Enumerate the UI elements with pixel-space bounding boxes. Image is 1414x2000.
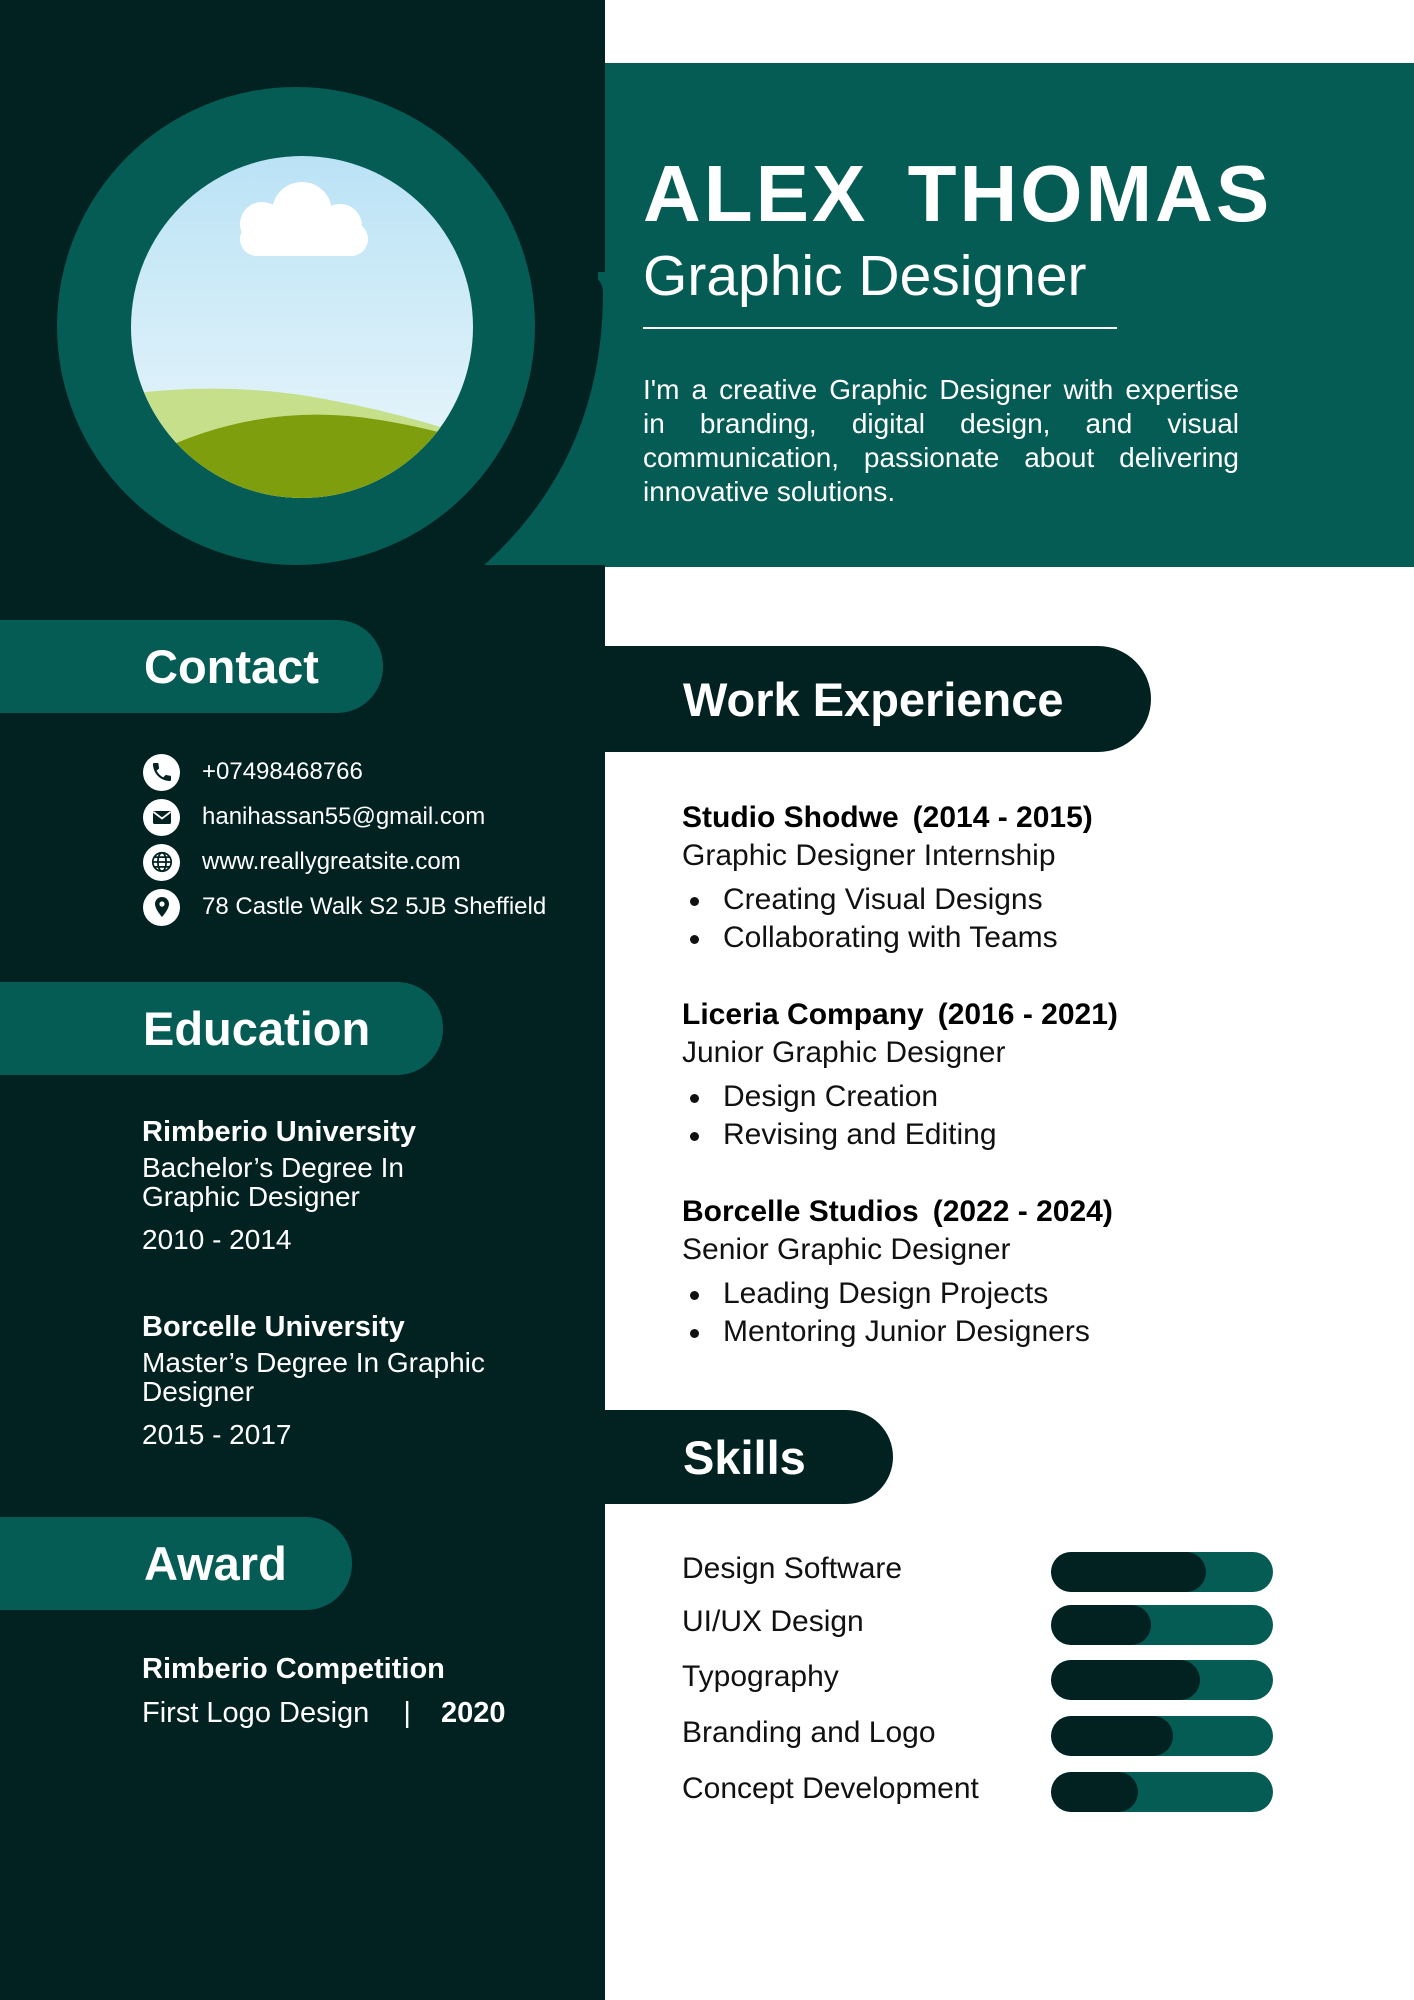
- education-degree-2: Master’s Degree In Graphic Designer: [142, 1347, 485, 1407]
- contact-address: 78 Castle Walk S2 5JB Sheffield: [202, 893, 547, 920]
- education-years-1: 2010 - 2014: [142, 1224, 292, 1255]
- list-item: Mentoring Junior Designers: [682, 1313, 1113, 1351]
- award-heading: Award: [0, 1517, 352, 1610]
- skill-label-branding-and-logo: Branding and Logo: [682, 1716, 936, 1749]
- education-school-2: Borcelle University: [142, 1311, 405, 1343]
- work-experience-heading: Work Experience: [605, 646, 1151, 752]
- job-2: [682, 998, 1118, 1154]
- list-item: Design Creation: [682, 1078, 1118, 1116]
- skill-bar-branding-and-logo: [1051, 1716, 1273, 1756]
- contact-website[interactable]: www.reallygreatsite.com: [202, 848, 461, 875]
- job-3-tasks: [682, 1275, 1113, 1351]
- profile-photo-frame: [0, 0, 620, 580]
- job-1-role: Graphic Designer Internship: [682, 839, 1056, 872]
- education-degree-1: Bachelor’s Degree In Graphic Designer: [142, 1152, 405, 1212]
- skill-bar-design-software: [1051, 1552, 1273, 1592]
- list-item: Revising and Editing: [682, 1116, 1118, 1154]
- job-2-role: Junior Graphic Designer: [682, 1036, 1006, 1069]
- skill-label-design-software: Design Software: [682, 1552, 903, 1585]
- skill-bar-typography: [1051, 1660, 1273, 1700]
- award-name: Rimberio Competition: [142, 1653, 445, 1685]
- job-1: [682, 801, 1093, 957]
- award-detail: First Logo Design: [142, 1697, 370, 1729]
- skill-fill: [1051, 1605, 1151, 1645]
- skill-fill: [1051, 1716, 1173, 1756]
- job-3: [682, 1195, 1113, 1351]
- education-school-1: Rimberio University: [142, 1116, 416, 1148]
- contact-website-row: [143, 842, 461, 882]
- award-separator: |: [403, 1697, 411, 1729]
- skill-bar-ui-ux-design: [1051, 1605, 1273, 1645]
- education-heading: Education: [0, 982, 443, 1075]
- skill-label-typography: Typography: [682, 1660, 839, 1693]
- job-1-heading: [682, 801, 1093, 835]
- job-2-heading: [682, 998, 1118, 1032]
- email-icon: [143, 799, 180, 836]
- list-item: Creating Visual Designs: [682, 881, 1093, 919]
- award-detail-row: [142, 1697, 505, 1730]
- job-2-company: Liceria Company: [682, 998, 924, 1031]
- location-pin-icon: [143, 889, 180, 926]
- skill-fill: [1051, 1660, 1200, 1700]
- contact-phone[interactable]: +07498468766: [202, 758, 363, 785]
- contact-address-row: [143, 887, 546, 927]
- skill-label-ui-ux-design: UI/UX Design: [682, 1605, 864, 1638]
- job-3-period: (2022 - 2024): [932, 1195, 1113, 1228]
- contact-heading: Contact: [0, 620, 383, 713]
- list-item: Collaborating with Teams: [682, 919, 1093, 957]
- job-3-role: Senior Graphic Designer: [682, 1233, 1011, 1266]
- globe-icon: [143, 844, 180, 881]
- skills-heading: Skills: [605, 1410, 893, 1504]
- job-1-company: Studio Shodwe: [682, 801, 899, 834]
- job-3-heading: [682, 1195, 1113, 1229]
- job-1-tasks: [682, 881, 1093, 957]
- skill-fill: [1051, 1772, 1138, 1812]
- phone-icon: [143, 754, 180, 791]
- job-1-period: (2014 - 2015): [912, 801, 1093, 834]
- job-2-period: (2016 - 2021): [937, 998, 1118, 1031]
- contact-email-row: [143, 797, 485, 837]
- skill-fill: [1051, 1552, 1206, 1592]
- contact-phone-row: [143, 752, 363, 792]
- profile-summary: I'm a creative Graphic Designer with expertise in branding, digital design, and visual communication, passionate about delivering innovative solutions.: [643, 374, 1239, 507]
- candidate-name: ALEX THOMAS: [643, 149, 1273, 238]
- list-item: Leading Design Projects: [682, 1275, 1113, 1313]
- job-3-company: Borcelle Studios: [682, 1195, 919, 1228]
- award-year: 2020: [440, 1697, 506, 1729]
- education-years-2: 2015 - 2017: [142, 1419, 292, 1450]
- job-2-tasks: [682, 1078, 1118, 1154]
- skill-label-concept-development: Concept Development: [682, 1772, 979, 1805]
- title-divider: [643, 327, 1117, 329]
- contact-email[interactable]: hanihassan55@gmail.com: [202, 803, 486, 830]
- skill-bar-concept-development: [1051, 1772, 1273, 1812]
- candidate-job-title: Graphic Designer: [643, 244, 1087, 308]
